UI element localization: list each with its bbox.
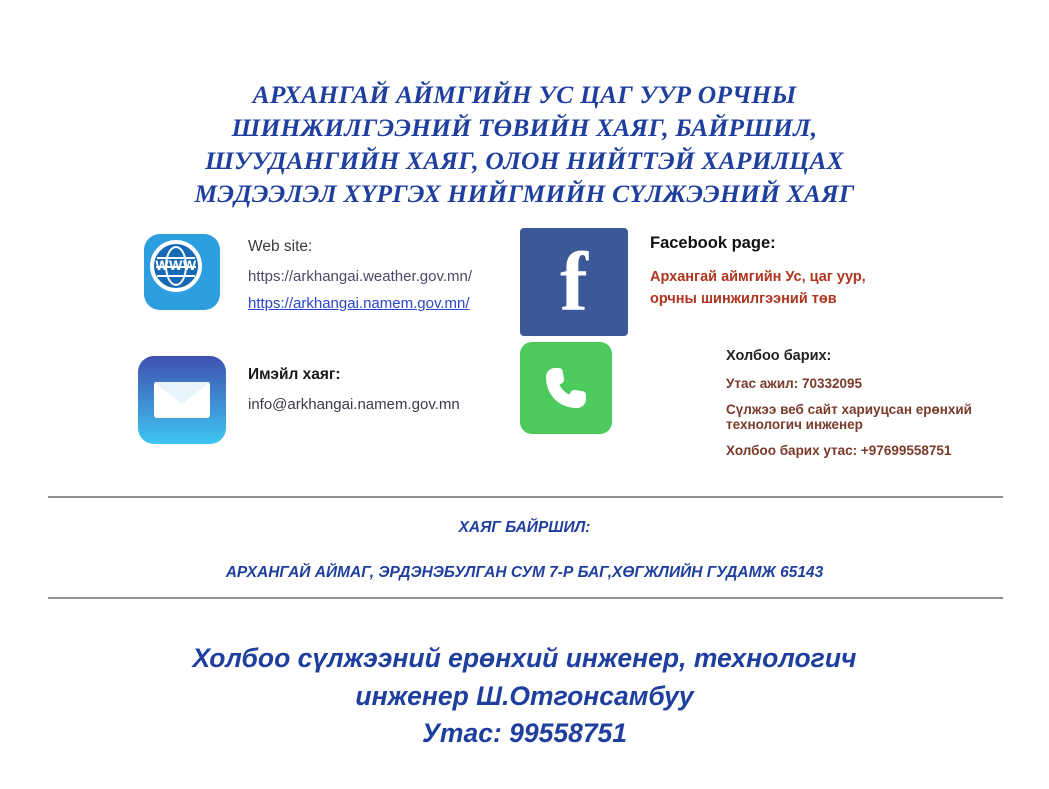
phone-mobile-line: Холбоо барих утас: +97699558751 [726,443,952,458]
phone-heading: Холбоо барих: [726,348,832,364]
right-contact-column [520,228,1020,469]
footer-line-2: инженер Ш.Отгонсамбуу [355,680,694,711]
website-text [226,228,472,322]
phone-block [520,342,1020,469]
email-text [226,356,460,413]
email-block [138,356,528,444]
left-contact-column [138,228,528,444]
page-title-line-1: АРХАНГАЙ АЙМГИЙН УС ЦАГ УУР ОРЧНЫ [252,80,797,109]
facebook-icon[interactable] [520,228,628,336]
contact-panels [0,228,1049,473]
address-value: АРХАНГАЙ АЙМАГ, ЭРДЭНЭБУЛГАН СУМ 7-Р БАГ,ХӨГЖЛИЙН ГУДАМЖ 65143 [225,564,824,581]
www-globe-icon [138,228,226,316]
page-title-line-2: ШИНЖИЛГЭЭНИЙ ТӨВИЙН ХАЯГ, БАЙРШИЛ, [231,113,818,143]
phone-text [612,342,1020,469]
address-label: ХАЯГ БАЙРШИЛ: [458,519,591,536]
facebook-page-name-line-1: Архангай аймгийн Ус, цаг уур, [650,269,866,285]
footer-contact-person [0,640,1049,753]
website-label: Web site: [248,238,313,255]
facebook-page-name-line-2: орчны шинжилгээний төв [650,290,837,307]
website-url-link[interactable]: https://arkhangai.namem.gov.mn/ [248,295,470,312]
www-icon-label: WWW [155,257,197,273]
website-url-plain: https://arkhangai.weather.gov.mn/ [248,268,473,285]
facebook-block [520,228,1020,336]
footer-line-3: Утас: 99558751 [421,718,628,749]
phone-icon [520,342,612,434]
page-title-line-4: МЭДЭЭЛЭЛ ХҮРГЭХ НИЙГМИЙН СҮЛЖЭЭНИЙ ХАЯГ [194,179,855,209]
website-block [138,228,528,322]
footer-line-1: Холбоо сүлжээний ерөнхий инженер, технологич [192,643,857,673]
facebook-glyph: f [560,235,588,329]
facebook-heading: Facebook page: [650,234,776,252]
page-title [0,0,1049,211]
envelope-icon [138,356,226,444]
email-address[interactable]: info@arkhangai.namem.gov.mn [248,396,460,413]
page-title-line-3: ШУУДАНГИЙН ХАЯГ, ОЛОН НИЙТТЭЙ ХАРИЛЦАХ [205,146,844,176]
address-divider-top [48,496,1003,498]
phone-handset-glyph [541,363,591,413]
facebook-text [628,228,866,311]
phone-work-line: Утас ажил: 70332095 [726,376,863,391]
address-divider-bottom [48,597,1003,599]
phone-role-line: Сүлжээ веб сайт хариуцсан ерөнхий технологич инженер [726,402,972,432]
email-label: Имэйл хаяг: [248,366,341,383]
